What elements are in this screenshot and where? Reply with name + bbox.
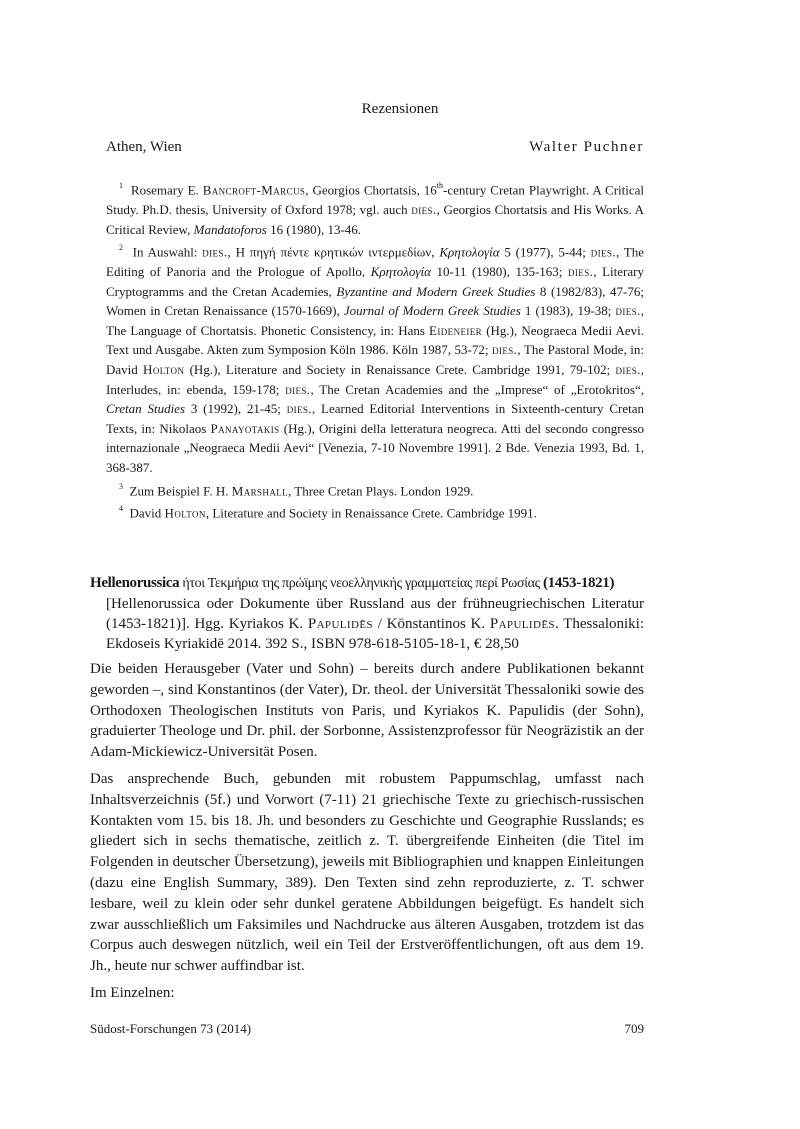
review-title: Hellenorussica ήτοι Τεκμήρια της πρώϊμης νεοελληνικής γραμματείας περί Ρωσίας (1453-1821)	[90, 575, 615, 591]
footnotes	[106, 177, 644, 523]
body-paragraph: Die beiden Herausgeber (Vater und Sohn) – bereits durch andere Publikationen bekannt geworden –, sind Konstantinos (der Vater), Dr. theol. der Universität Thessaloniki sowie des Orthodoxen Theologischen Instituts von Paris, und Kyriakos K. Papulidis (der Sohn), graduierter Theologe und Dr. phil. der Sorbonne, Assistenzprofessor für Neogräzistik an der Adam-Mickiewicz-Universität Posen.	[90, 661, 644, 761]
footer-journal: Südost-Forschungen 73 (2014)	[90, 1021, 252, 1036]
footnote-3: $^3$ Zum Beispiel F. H. Marshall, Three Cretan Plays. London 1929.	[119, 481, 474, 498]
footnote-2: $^2$ In Auswahl: dies., Η πηγή πέντε κρητικών ιντερμεδίων, Κρητολογία 5 (1977), 5-44; dies., The Editing of Panoria and the Prologue of Apollo, Κρητολογία 10-11 (1980), 135-163; dies., Literary Cryptogramms and the Cretan Academies, Byzantine and Modern Greek Studies 8 (1982/83), 47-76; Women in Cretan Renaissance (1570-1669), Journal of Modern Greek Studies 1 (1983), 19-38; dies., The Language of Chortatsis. Phonetic Consistency, in: Hans Eideneier (Hg.), Neograeca Medii Aevi. Text und Ausgabe. Akten zum Symposion Köln 1986. Köln 1987, 53-72; dies., The Pastoral Mode, in: David Holton (Hg.), Literature and Society in Renaissance Crete. Cambridge 1991, 79-102; dies., Interludes, in: ebenda, 159-178; dies., The Cretan Academies and the „Imprese“ of „Erotokritos“, Cretan Studies 3 (1992), 21-45; dies., Learned Editorial Interventions in Sixteenth-century Cretan Texts, in: Nikolaos Panayotakis (Hg.), Origini della letteratura neogreca. Atti del secondo congresso internazionale „Neograeca Medii Aevi“ [Venezia, 7-10 Novembre 1991]. 2 Bde. Venezia 1993, Bd. 1, 368-387.	[106, 243, 645, 475]
review-bibliographic-entry: [Hellenorussica oder Dokumente über Russland aus der frühneugriechischen Literatur (1453-1821)]. Hgg. Kyriakos K. Papulidēs / Kōnstantinos K. Papulidēs. Thessaloniki: Ekdoseis Kyriakidē 2014. 392 S., ISBN 978-618-5105-18-1, € 28,50	[106, 596, 645, 652]
footnote-1: $^1$ Rosemary E. Bancroft-Marcus, Georgios Chortatsis, 16th-century Cretan Playwright. A Critical Study. Ph.D. thesis, University of Oxford 1978; vgl. auch dies., Georgios Chortatsis and His Works. A Critical Review, Mandatoforos 16 (1980), 13-46.	[106, 181, 645, 237]
signature-author: Walter Puchner	[529, 139, 644, 155]
body-paragraph: Im Einzelnen:	[90, 984, 175, 1001]
footnote-4: $^4$ David Holton, Literature and Society in Renaissance Crete. Cambridge 1991.	[119, 504, 537, 521]
signature-place: Athen, Wien	[106, 139, 182, 155]
review-heading	[90, 573, 644, 654]
body-paragraph: Das ansprechende Buch, gebunden mit robustem Pappumschlag, umfasst nach Inhaltsverzeichnis (5f.) und Vorwort (7-11) 21 griechische Texte zu griechisch-russischen Kontakten vom 15. bis 18. Jh. und besonders zu Geschichte und Geographie Russlands; es gliedert sich in sechs thematische, zeitlich z. T. übergreifende Einheiten (die Titel im Folgenden in deutscher Übersetzung), jeweils mit Bibliographien und knappen Einleitungen (dazu eine English Summary, 389). Den Texten sind zehn reproduzierte, z. T. schwer lesbare, weil zu klein oder sehr dunkel geratene Abbildungen beigefügt. Es handelt sich zwar ausschließlich um Faksimiles und Nachdrucke aus älteren Ausgaben, trotzdem ist das Corpus auch deswegen nützlich, weil ein Teil der Erstveröffentlichungen, oft aus dem 19. Jh., heute nur schwer auffindbar ist.	[90, 770, 644, 975]
review-body	[90, 659, 644, 1010]
running-header: Rezensionen	[361, 101, 439, 117]
footer-page-number: 709	[624, 1021, 644, 1036]
